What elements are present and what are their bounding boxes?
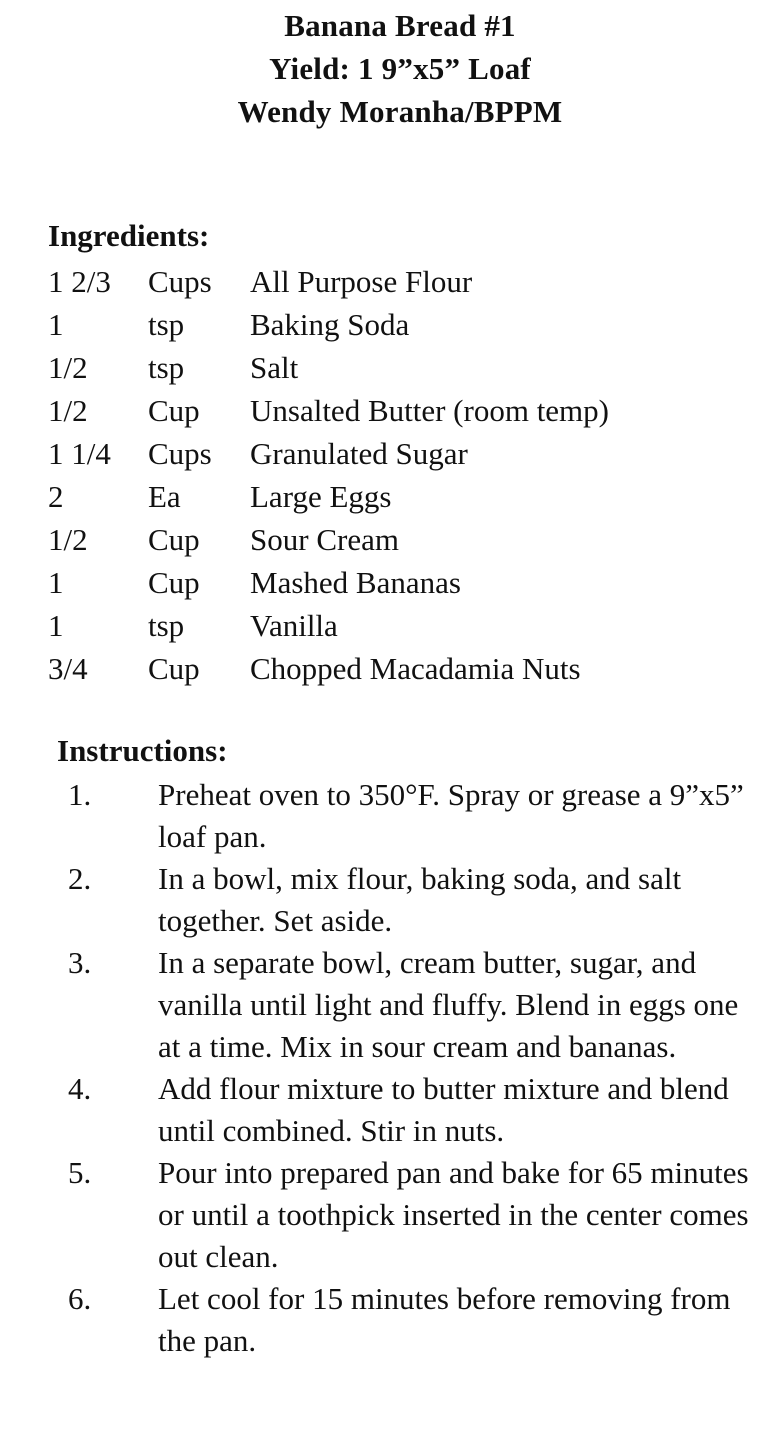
ingredient-row <box>48 647 748 690</box>
ingredient-unit: Cup <box>148 392 200 428</box>
ingredient-quantity: 1 <box>48 564 64 600</box>
recipe-title: Banana Bread #1 <box>284 8 516 43</box>
ingredients-heading: Ingredients: <box>48 218 210 253</box>
step-text: In a bowl, mix flour, baking soda, and salt together. Set aside. <box>158 861 682 938</box>
ingredient-row <box>48 475 748 518</box>
step-number: 1. <box>68 777 92 812</box>
ingredient-unit: tsp <box>148 349 185 385</box>
ingredient-quantity: 1 <box>48 607 64 643</box>
step-text: Preheat oven to 350°F. Spray or grease a 9”x5” loaf pan. <box>158 777 744 854</box>
step-number: 2. <box>68 861 92 896</box>
ingredient-unit: tsp <box>148 607 185 643</box>
recipe-yield: Yield: 1 9”x5” Loaf <box>269 51 531 86</box>
ingredient-row <box>48 518 748 561</box>
step-number: 5. <box>68 1155 92 1190</box>
step-number: 3. <box>68 945 92 980</box>
ingredient-quantity: 1/2 <box>48 349 88 385</box>
ingredient-row <box>48 432 748 475</box>
ingredient-row <box>48 303 748 346</box>
ingredient-row <box>48 561 748 604</box>
ingredient-quantity: 3/4 <box>48 650 88 686</box>
ingredient-row <box>48 604 748 647</box>
ingredient-quantity: 2 <box>48 478 64 514</box>
ingredient-quantity: 1 <box>48 306 64 342</box>
step-number: 6. <box>68 1281 92 1316</box>
ingredient-name: Granulated Sugar <box>250 435 468 471</box>
instruction-step <box>68 858 768 942</box>
instruction-step <box>68 774 768 858</box>
ingredient-name: All Purpose Flour <box>250 263 473 299</box>
ingredient-quantity: 1/2 <box>48 521 88 557</box>
ingredient-quantity: 1 2/3 <box>48 263 111 299</box>
recipe-header <box>0 4 768 133</box>
instruction-step <box>68 942 768 1068</box>
ingredient-row <box>48 346 748 389</box>
instruction-step <box>68 1152 768 1278</box>
ingredient-unit: Cups <box>148 263 212 299</box>
ingredient-name: Unsalted Butter (room temp) <box>250 392 609 428</box>
instruction-step <box>68 1278 768 1362</box>
ingredient-quantity: 1 1/4 <box>48 435 111 471</box>
ingredient-unit: Cup <box>148 650 200 686</box>
ingredient-name: Baking Soda <box>250 306 410 342</box>
instructions-list <box>68 774 768 1362</box>
ingredient-name: Sour Cream <box>250 521 399 557</box>
ingredient-quantity: 1/2 <box>48 392 88 428</box>
step-text: Pour into prepared pan and bake for 65 minutes or until a toothpick inserted in the center comes out clean. <box>158 1155 749 1274</box>
ingredient-name: Chopped Macadamia Nuts <box>250 650 581 686</box>
ingredient-unit: Ea <box>148 478 181 514</box>
step-text: Let cool for 15 minutes before removing from the pan. <box>158 1281 731 1358</box>
ingredients-list <box>48 260 748 690</box>
ingredient-unit: Cup <box>148 564 200 600</box>
ingredient-unit: tsp <box>148 306 185 342</box>
step-text: Add flour mixture to butter mixture and blend until combined. Stir in nuts. <box>158 1071 729 1148</box>
instruction-step <box>68 1068 768 1152</box>
step-number: 4. <box>68 1071 92 1106</box>
recipe-author: Wendy Moranha/BPPM <box>237 94 563 129</box>
ingredient-name: Vanilla <box>250 607 338 643</box>
ingredient-name: Large Eggs <box>250 478 392 514</box>
step-text: In a separate bowl, cream butter, sugar, and vanilla until light and fluffy. Blend in eggs one at a time. Mix in sour cream and bananas. <box>158 945 739 1064</box>
ingredient-unit: Cups <box>148 435 212 471</box>
ingredient-unit: Cup <box>148 521 200 557</box>
ingredient-name: Mashed Bananas <box>250 564 461 600</box>
ingredient-row <box>48 260 748 303</box>
ingredient-name: Salt <box>250 349 299 385</box>
ingredient-row <box>48 389 748 432</box>
instructions-heading: Instructions: <box>57 733 228 768</box>
